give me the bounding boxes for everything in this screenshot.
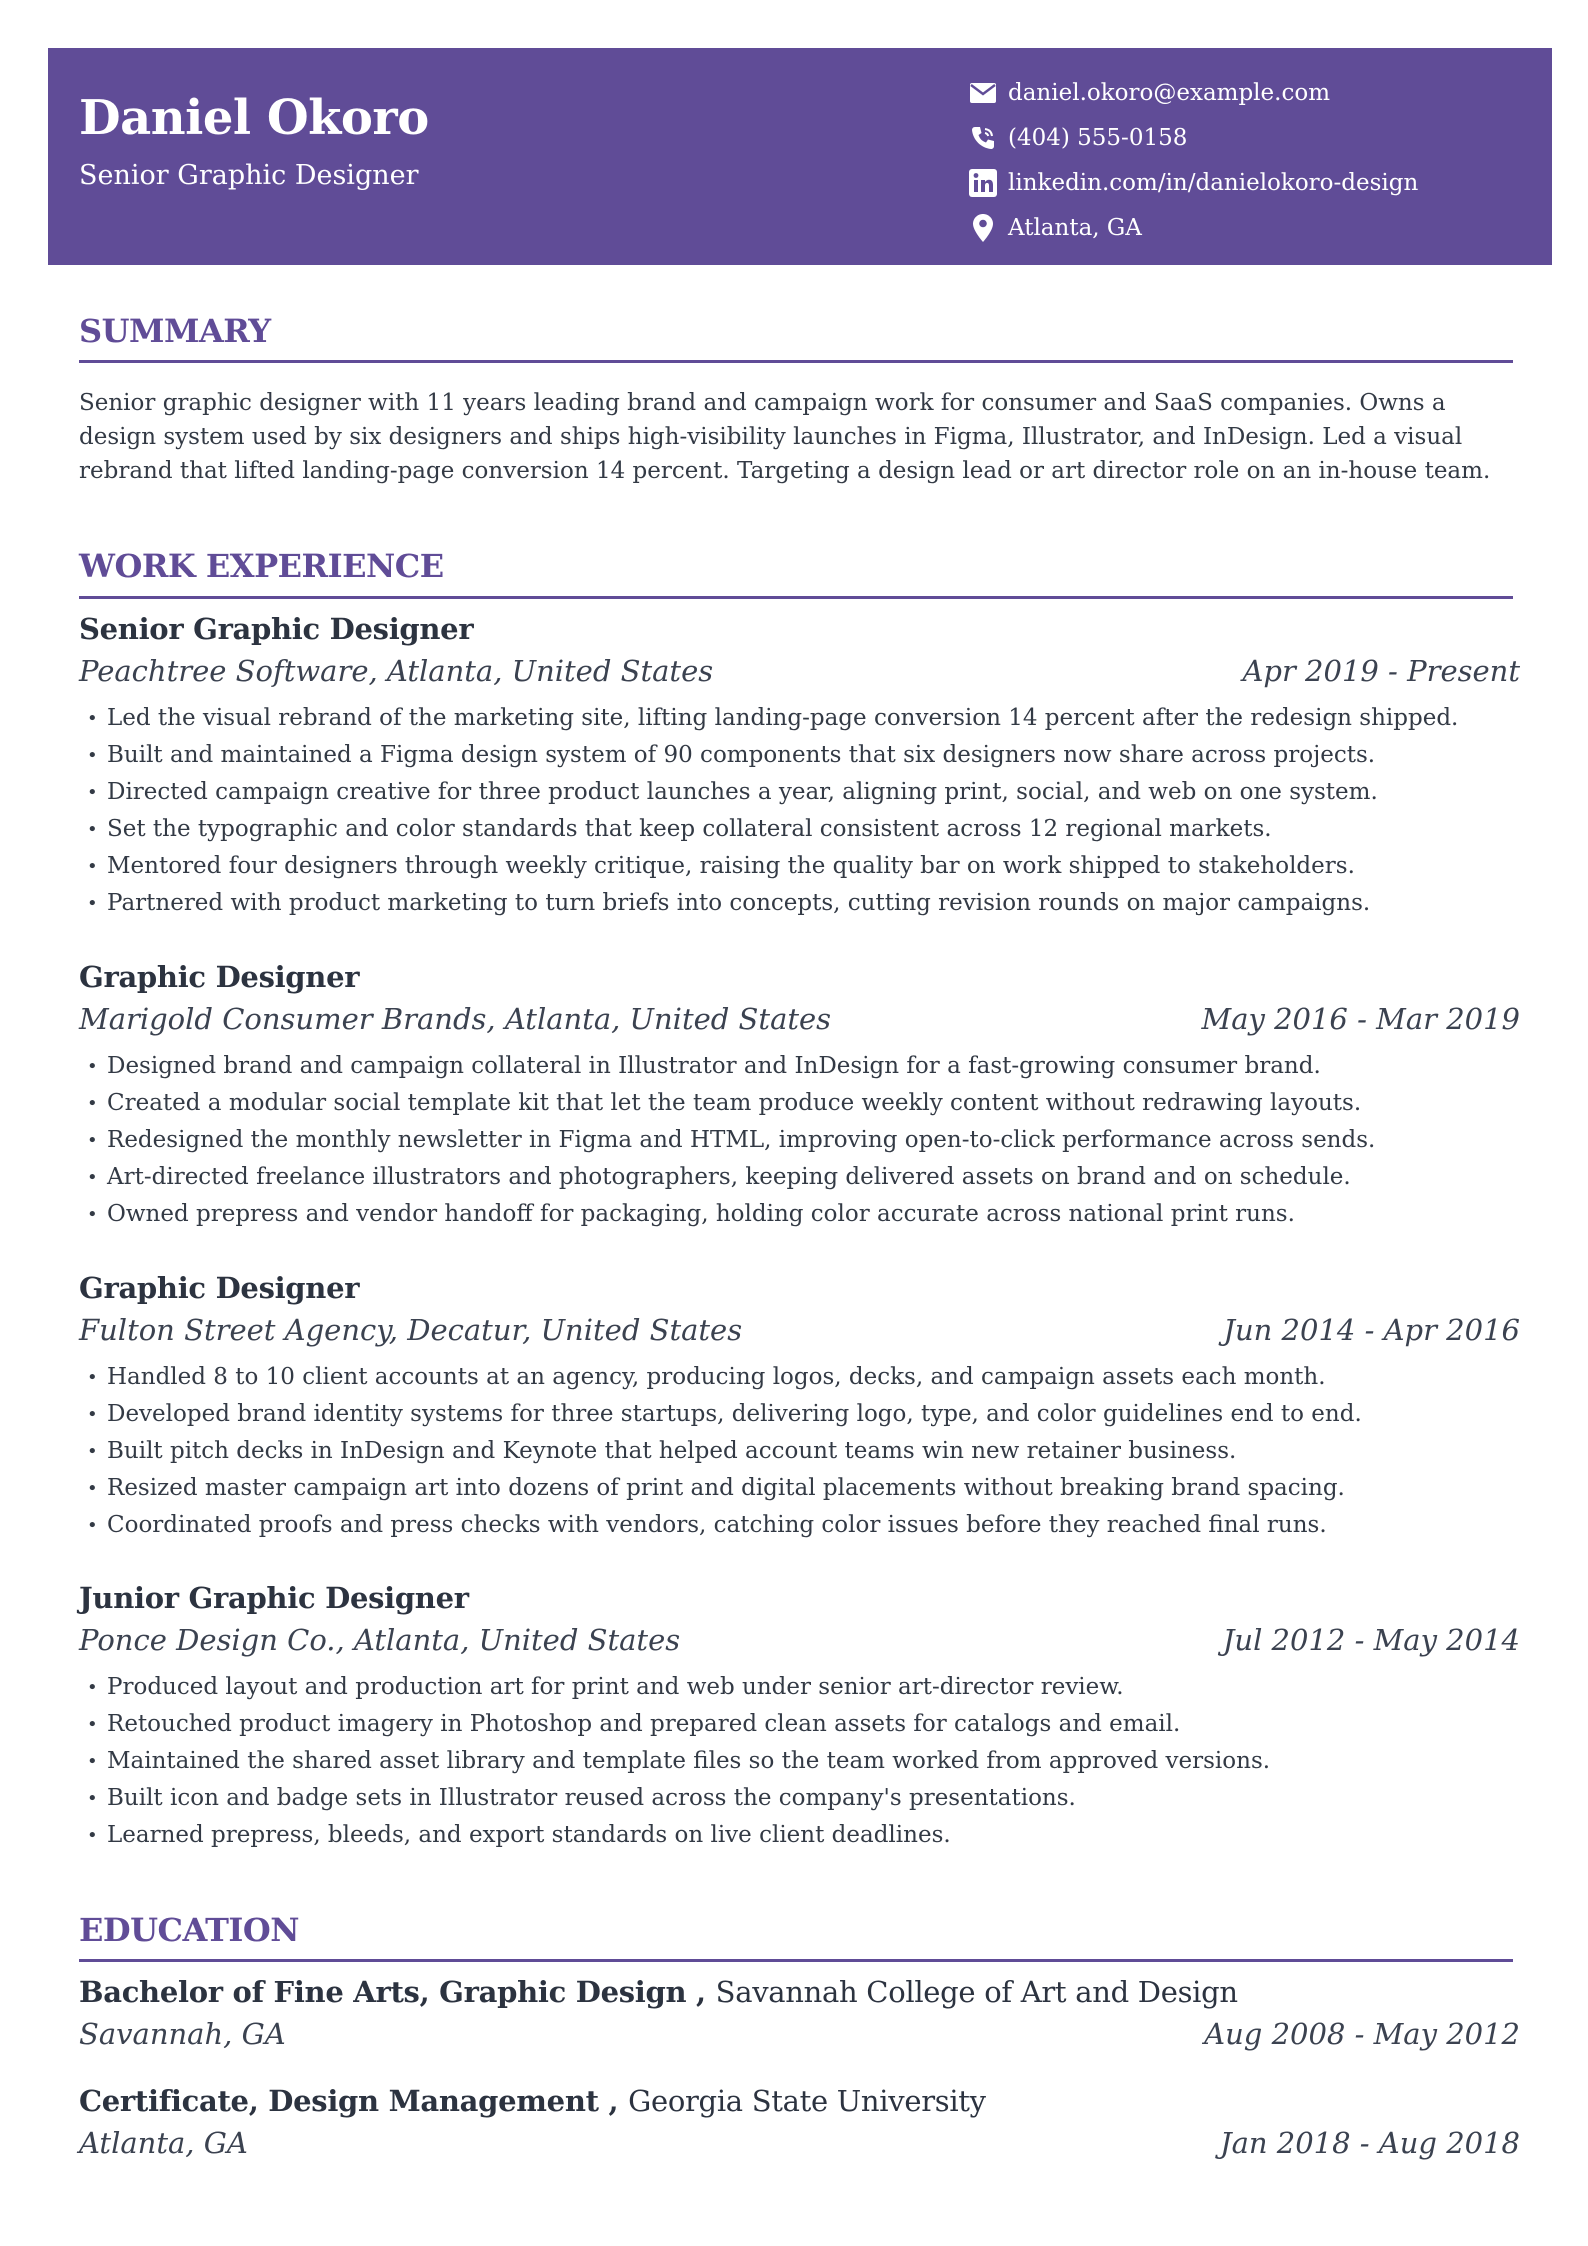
education-heading: EDUCATION (79, 1911, 299, 1949)
job-bullets (79, 700, 1519, 922)
experience-heading: WORK EXPERIENCE (79, 547, 444, 585)
education-dates: Aug 2008 - May 2012 (1204, 2017, 1520, 2051)
list-item: • Mentored four designers through weekly critique, raising the quality bar on work shipped to stakeholders. (79, 848, 1519, 885)
list-item: • Designed brand and campaign collateral in Illustrator and InDesign for a fast-growing consumer brand. (79, 1048, 1519, 1085)
education-dates: Jan 2018 - Aug 2018 (1219, 2126, 1520, 2160)
education-divider (79, 1959, 1513, 1962)
list-item: • Retouched product imagery in Photoshop and prepared clean assets for catalogs and email. (79, 1706, 1519, 1743)
degree-name: Bachelor of Fine Arts, Graphic Design , (79, 1975, 706, 2009)
contact-email-text: daniel.okoro@example.com (1008, 80, 1330, 106)
list-item: • Owned prepress and vendor handoff for packaging, holding color accurate across national print runs. (79, 1196, 1519, 1233)
list-item: • Built pitch decks in InDesign and Keynote that helped account teams win new retainer business. (79, 1433, 1519, 1470)
list-item: • Partnered with product marketing to turn briefs into concepts, cutting revision rounds on major campaigns. (79, 885, 1519, 922)
education-location: Savannah, GA (79, 2017, 286, 2051)
list-item: • Developed brand identity systems for three startups, delivering logo, type, and color guidelines end to end. (79, 1396, 1519, 1433)
list-item: • Resized master campaign art into dozens of print and digital placements without breaking brand spacing. (79, 1470, 1519, 1507)
list-item: • Redesigned the monthly newsletter in Figma and HTML, improving open-to-click performance across sends. (79, 1122, 1519, 1159)
linkedin-icon (968, 168, 998, 198)
list-item: • Built icon and badge sets in Illustrator reused across the company's presentations. (79, 1780, 1519, 1817)
job-title: Senior Graphic Designer (79, 612, 474, 646)
list-item: • Produced layout and production art for print and web under senior art-director review. (79, 1669, 1519, 1706)
job-company: Fulton Street Agency, Decatur, United States (79, 1313, 743, 1347)
list-item: • Coordinated proofs and press checks with vendors, catching color issues before they reached final runs. (79, 1507, 1519, 1544)
contact-phone-text: (404) 555-0158 (1008, 125, 1188, 151)
contact-phone[interactable] (968, 121, 1187, 155)
job-dates: Jul 2012 - May 2014 (1222, 1623, 1520, 1657)
location-icon (968, 213, 998, 243)
job-company: Ponce Design Co., Atlanta, United States (79, 1623, 681, 1657)
education-degree (79, 2084, 986, 2118)
list-item: • Led the visual rebrand of the marketing site, lifting landing-page conversion 14 percent after the redesign shipped. (79, 700, 1519, 737)
job-title: Graphic Designer (79, 1271, 360, 1305)
list-item: • Built and maintained a Figma design system of 90 components that six designers now share across projects. (79, 737, 1519, 774)
contact-linkedin-text: linkedin.com/in/danielokoro-design (1008, 170, 1419, 196)
degree-name: Certificate, Design Management , (79, 2084, 619, 2118)
contact-location-text: Atlanta, GA (1008, 215, 1142, 241)
experience-divider (79, 596, 1513, 599)
resume-header (48, 48, 1552, 265)
job-company: Peachtree Software, Atlanta, United States (79, 654, 714, 688)
list-item: • Art-directed freelance illustrators and photographers, keeping delivered assets on brand and on schedule. (79, 1159, 1519, 1196)
list-item: • Directed campaign creative for three product launches a year, aligning print, social, and web on one system. (79, 774, 1519, 811)
candidate-name: Daniel Okoro (79, 90, 429, 146)
list-item: • Set the typographic and color standards that keep collateral consistent across 12 regional markets. (79, 811, 1519, 848)
summary-heading: SUMMARY (79, 312, 271, 350)
school-name: Savannah College of Art and Design (715, 1975, 1238, 2009)
job-title: Junior Graphic Designer (79, 1581, 469, 1615)
summary-divider (79, 360, 1513, 363)
job-bullets (79, 1359, 1519, 1544)
school-name: Georgia State University (628, 2084, 986, 2118)
job-title: Graphic Designer (79, 960, 360, 994)
education-degree (79, 1975, 1238, 2009)
candidate-role: Senior Graphic Designer (79, 160, 419, 191)
job-dates: Jun 2014 - Apr 2016 (1223, 1313, 1520, 1347)
email-icon (968, 78, 998, 108)
summary-text: Senior graphic designer with 11 years leading brand and campaign work for consumer and SaaS companies. Owns a design system used by six designers and ships high-visibility launches in Figma, Illustrator, and InDesign. Led a visual rebrand that lifted landing-page conversion 14 percent. Targeting a design lead or art director role on an in-house team. (79, 390, 1491, 484)
job-bullets (79, 1048, 1519, 1233)
job-dates: May 2016 - Mar 2019 (1201, 1002, 1520, 1036)
contact-location (968, 211, 1142, 245)
list-item: • Maintained the shared asset library and template files so the team worked from approved versions. (79, 1743, 1519, 1780)
contact-email[interactable] (968, 76, 1330, 110)
job-dates: Apr 2019 - Present (1242, 654, 1520, 688)
phone-icon (968, 123, 998, 153)
education-location: Atlanta, GA (79, 2126, 248, 2160)
list-item: • Created a modular social template kit that let the team produce weekly content without redrawing layouts. (79, 1085, 1519, 1122)
contact-linkedin[interactable] (968, 166, 1418, 200)
job-bullets (79, 1669, 1519, 1854)
list-item: • Handled 8 to 10 client accounts at an agency, producing logos, decks, and campaign assets each month. (79, 1359, 1519, 1396)
job-company: Marigold Consumer Brands, Atlanta, United States (79, 1002, 832, 1036)
list-item: • Learned prepress, bleeds, and export standards on live client deadlines. (79, 1817, 1519, 1854)
